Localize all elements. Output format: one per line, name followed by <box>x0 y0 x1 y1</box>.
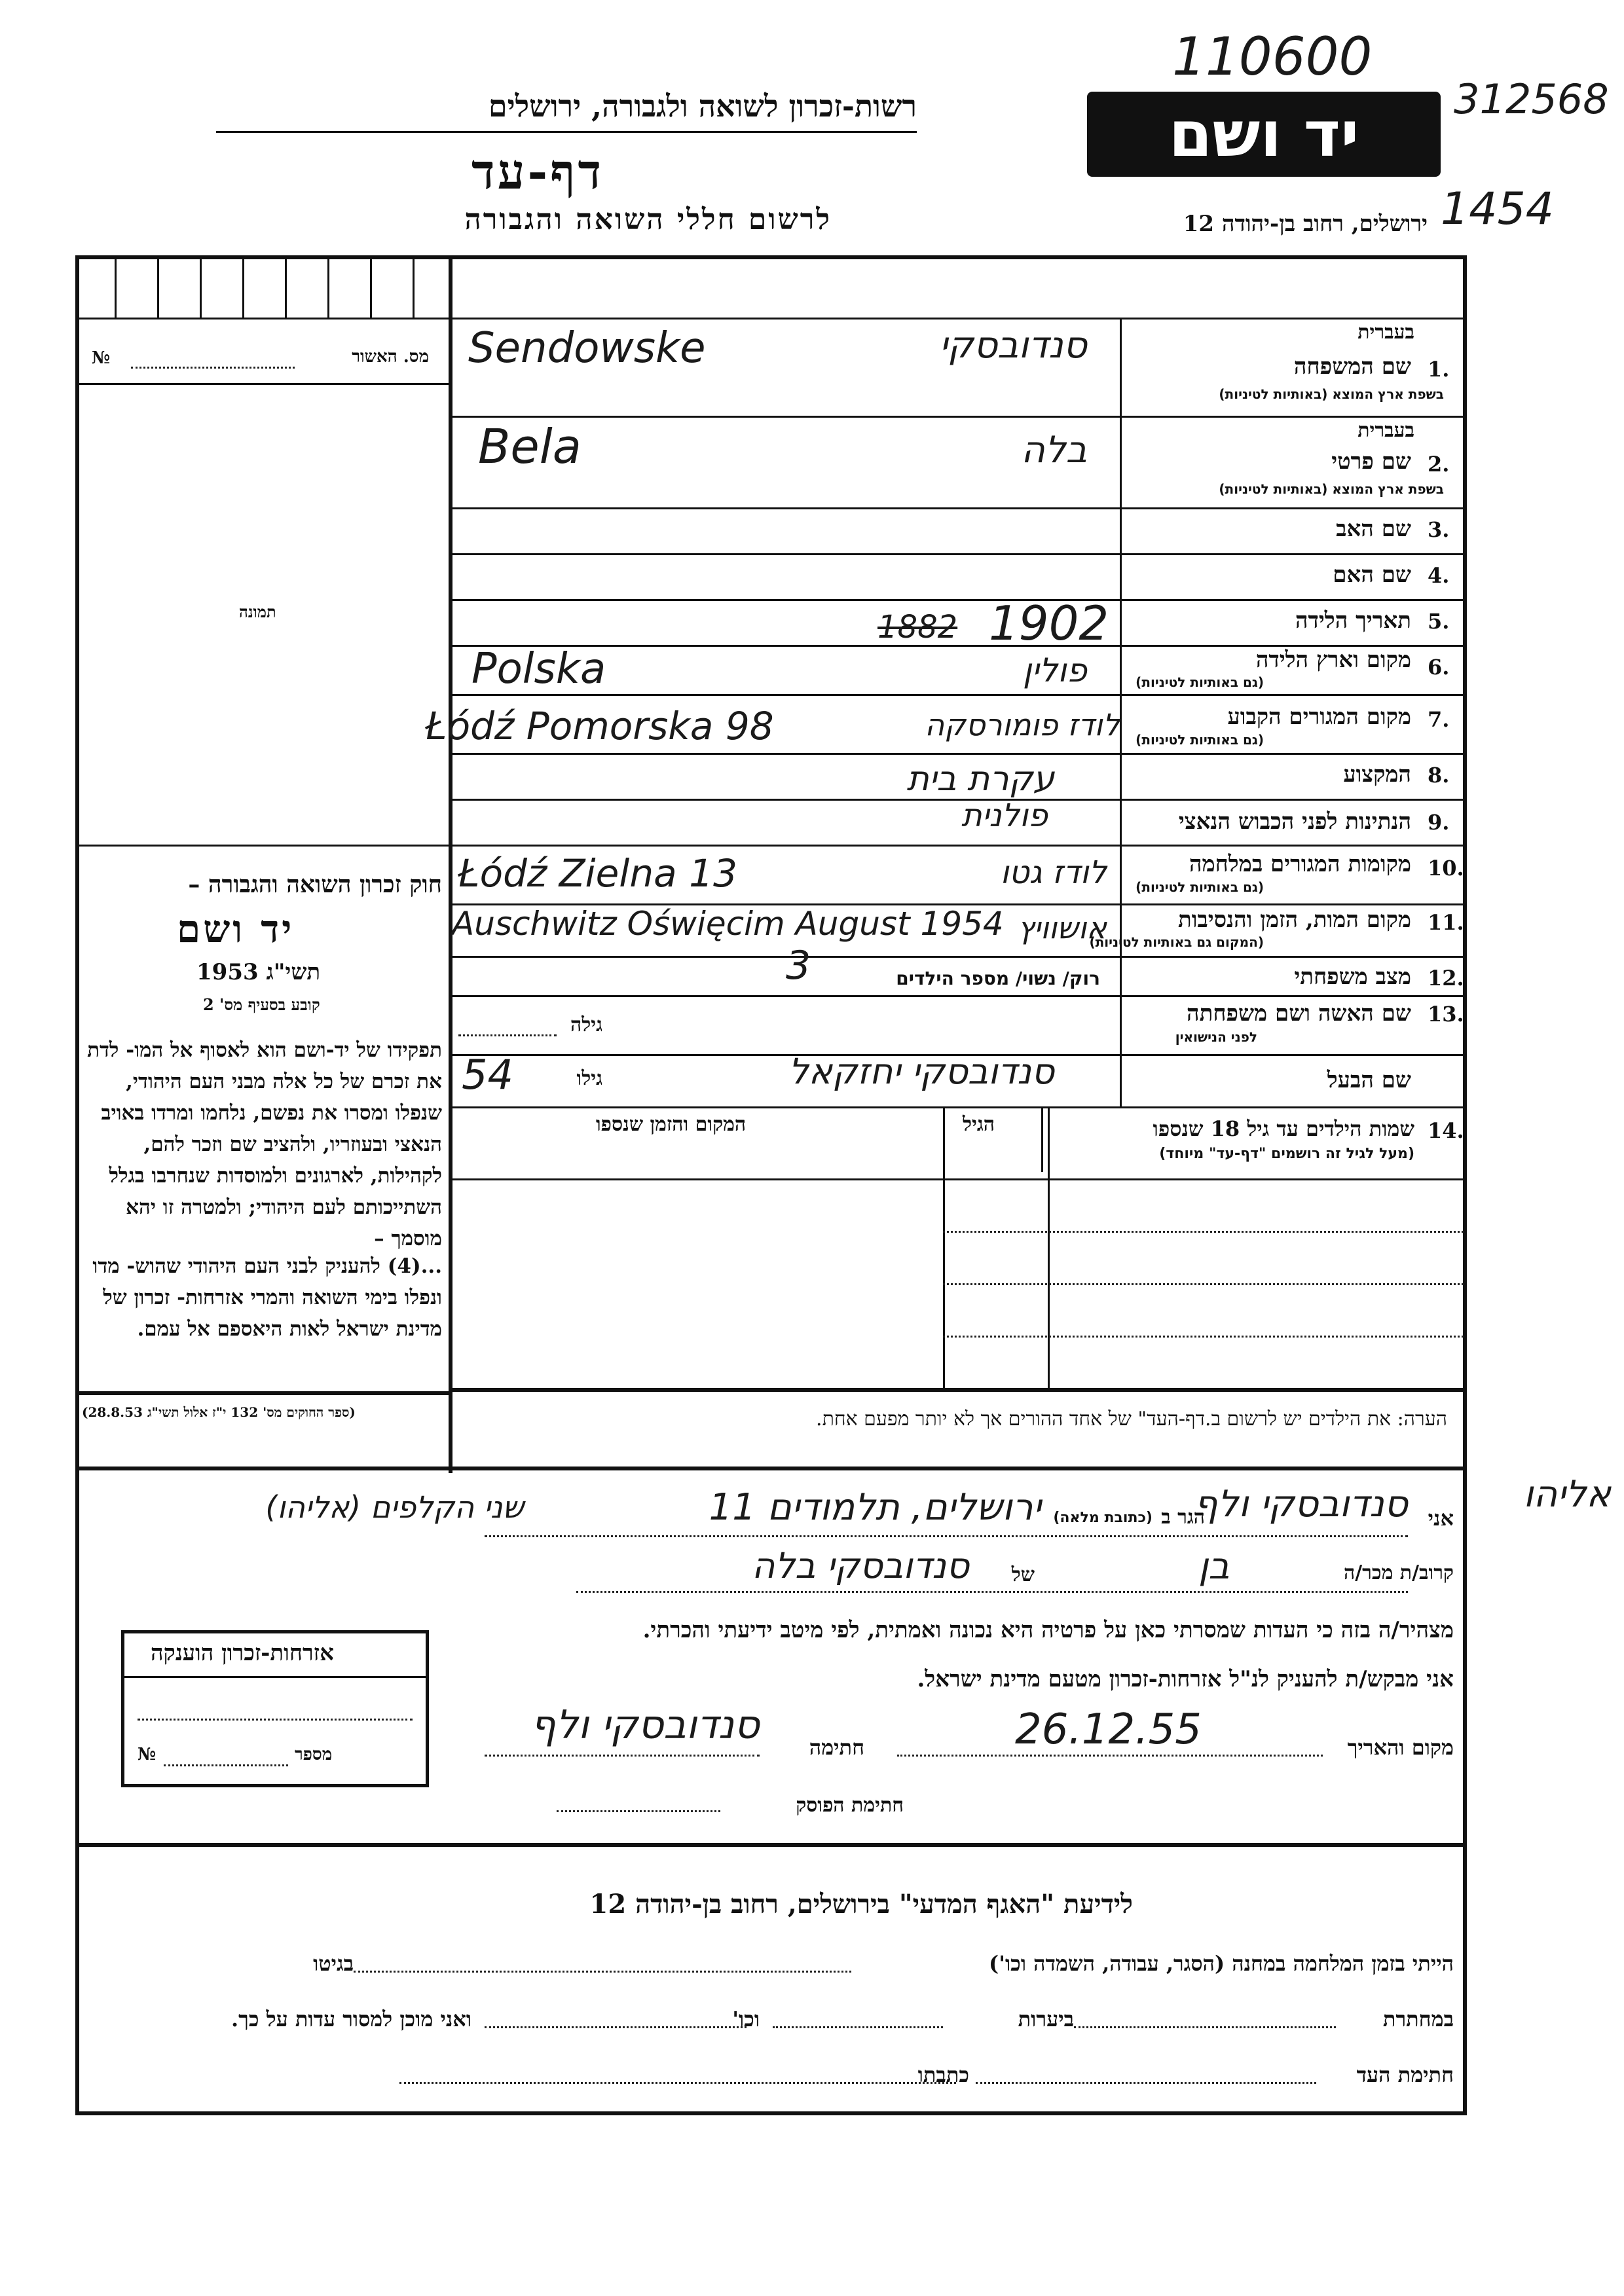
children-sublabel: (מעל לגיל זה רושמים "דף-עד" מיוחד) <box>1159 1146 1414 1162</box>
field-sublabel: (המקום גם באותיות לטיניות) <box>1089 934 1264 950</box>
law-clause: קובע בסעיף מס' 2 <box>203 995 320 1014</box>
field-number: 1. <box>1428 357 1450 382</box>
field-sublabel: בשפת ארץ המוצא (באותיות לטיניות) <box>1219 386 1444 402</box>
wartime-hebrew[interactable]: לודז גטו <box>1000 854 1107 891</box>
footer-line2-c: וכו' <box>732 2007 760 2032</box>
field-label: שם פרטי <box>1331 448 1411 475</box>
approval-mark: № <box>92 348 111 368</box>
wife-age-label: גילה <box>570 1013 602 1036</box>
citizenship-box-title: אזרחות-זכרון הוענקה <box>151 1640 334 1666</box>
field-mother-label: שם האם <box>1333 562 1411 588</box>
field-sublabel: (גם באותיות לטיניות) <box>1135 674 1264 690</box>
of-label: של <box>1011 1563 1035 1586</box>
residence-hebrew[interactable]: לודז פומורסקה <box>925 707 1120 742</box>
citizenship-number-mark: № <box>138 1745 157 1764</box>
field-death-label: מקום המות, הזמן והנסיבות <box>1177 907 1411 933</box>
children-count-value[interactable]: 3 <box>786 943 811 989</box>
family-name-latin[interactable]: Sendowske <box>468 324 706 373</box>
field-wartime-label: מקומות המגורים במלחמה <box>1189 851 1411 877</box>
field-birthplace-label: מקום וארץ הלידה <box>1255 647 1411 673</box>
hw-number-top: 110600 <box>1172 26 1373 87</box>
field-wife-label: שם האשה ושם משפחתה <box>1187 1000 1411 1027</box>
husband-age-value[interactable]: 54 <box>462 1051 513 1099</box>
field-father-label: שם האב <box>1336 516 1411 542</box>
declaration-text: מצהיר/ה בזה כי העדות שמסרתי כאן על פרטיה היא נכונה ואמתית, לפי מיטב ידיעתי והכרתי. <box>642 1617 1454 1643</box>
footer-line3-a: חתימת העד <box>1356 2062 1454 2087</box>
law-year: תשי"ג 1953 <box>196 959 321 985</box>
field-sublabel: (גם באותיות לטיניות) <box>1135 879 1264 895</box>
footer-line3-b: כתבתו <box>917 2062 969 2087</box>
first-name-latin[interactable]: Bela <box>478 419 581 474</box>
field-number: 6. <box>1428 655 1450 680</box>
declarant-living-label: הגר ב <box>1161 1506 1205 1529</box>
authority-title: רשות-זכרון לשואה ולגבורה, ירושלים <box>488 88 917 124</box>
field-husband-label: שם הבעל <box>1327 1067 1411 1093</box>
law-name: יד ושם <box>177 907 295 951</box>
request-text: אני מבקש/ת להעניק לנ"ל אזרחות-זכרון מטעם מדינת ישראל. <box>917 1666 1454 1692</box>
footer-line2-d: ואני מוכן למסור עדות על כך. <box>231 2007 471 2032</box>
death-hebrew[interactable]: אושוויץ <box>1017 910 1107 945</box>
page-subtitle: לרשום חללי השואה והגבורה <box>464 203 832 236</box>
wartime-latin[interactable]: Łódź Zielna 13 <box>458 851 737 896</box>
footer-line1-a: הייתי בזמן המלחמה במחנה (הסגר, עבודה, השמדה וכו') <box>989 1951 1454 1976</box>
address-header: ירושלים, רחוב בן-יהודה 12 <box>1183 211 1428 237</box>
husband-age-label: גילו <box>576 1067 602 1090</box>
occupation-value[interactable]: עקרת בית <box>906 759 1054 799</box>
field-occupation-label: המקצוע <box>1343 761 1411 788</box>
officer-signature-label: חתימת הפוסק <box>796 1794 904 1817</box>
field-marital-sub: רוק/ נשוי/ מספר הילדים <box>896 968 1100 989</box>
field-number: 7. <box>1428 707 1450 732</box>
header-underline <box>216 131 917 133</box>
footer-line1-b: בגיטו <box>313 1951 354 1976</box>
relation-value[interactable]: בן <box>1198 1545 1230 1588</box>
margin-note: אליהו <box>1523 1473 1611 1516</box>
of-value[interactable]: סנדובסקי בלה <box>752 1545 969 1586</box>
hw-number-small: 1454 <box>1441 183 1555 235</box>
law-text-2: ...(4) להעניק לבני העם היהודי שהוש- מדו ונפלו בימי השואה והמרי אזרחות- זכרון של מדינת ישראל לאות היאספם אל עמם. <box>92 1254 442 1341</box>
citizenship-number-label: מספר <box>295 1745 333 1764</box>
children-label: שמות הילדים עד גיל 18 שנספו <box>1153 1116 1414 1141</box>
page-title: דף-עד <box>471 144 604 200</box>
law-text: תפקידו של יד-ושם הוא לאסוף אל המו- לדת את זכרם של כל אלה מבני העם היהודי, שנפלו ומסרו את נפשם, נלחמו ומרדו באויב הנאצי ובעוזריו, ולהציב שם וזכר להם, לקהילות, לארגונים ולמוסדות שנחרבו בגלל השתייכותם לעם היהודי; ולמטרה זו יהא מוסמך – <box>87 1038 442 1250</box>
field-number: 13. <box>1428 1002 1464 1027</box>
field-sublabel: (גם באותיות לטיניות) <box>1135 732 1264 748</box>
field-nationality-label: הנתינות לפני הכבוש הנאצי <box>1178 809 1411 835</box>
yad-vashem-logo <box>1087 92 1441 177</box>
field-hebrew-hint: בעברית <box>1357 419 1414 442</box>
footer-title: לידיעת "האגף המדעי" בירושלים, רחוב בן-יהודה 12 <box>589 1889 1133 1920</box>
birthdate-value[interactable]: 1902 <box>989 596 1109 651</box>
residence-latin[interactable]: Łódź Pomorska 98 <box>426 704 774 748</box>
first-name-hebrew[interactable]: בלה <box>1021 429 1087 471</box>
nationality-value[interactable]: פולנית <box>961 797 1048 834</box>
logo-text: יד ושם <box>1168 98 1359 171</box>
field-number: 11. <box>1428 910 1464 935</box>
field-marital-label: מצב משפחתי <box>1294 964 1411 990</box>
declarant-i-label: אני <box>1428 1506 1454 1531</box>
field-hebrew-hint: בעברית <box>1357 321 1414 344</box>
birthplace-latin[interactable]: Polska <box>471 645 606 693</box>
field-number: 12. <box>1428 966 1464 991</box>
footer-line2-a: במחתרת <box>1382 2007 1454 2032</box>
field-residence-label: מקום המגורים הקבוע <box>1227 704 1411 730</box>
field-birthdate-label: תאריך הלידה <box>1295 608 1411 634</box>
signature-label: חתימה <box>809 1735 864 1760</box>
hw-number-right: 312568 <box>1454 75 1609 123</box>
field-sublabel: בשפת ארץ המוצא (באותיות לטיניות) <box>1219 481 1444 497</box>
law-reference: (ספר החוקים מס' 132 י"ז אלול תשי"ג 28.8.53) <box>82 1404 356 1420</box>
death-latin[interactable]: Auschwitz Oświęcim August 1954 <box>452 905 1004 943</box>
declarant-address-label: (כתובת מלאה) <box>1053 1510 1153 1526</box>
declarant-name[interactable]: סנדובסקי ולף <box>1194 1483 1408 1525</box>
husband-name-value[interactable]: סנדובסקי יחזקאל <box>788 1051 1054 1092</box>
photo-label: תמונה <box>239 602 276 621</box>
signature-value[interactable]: סנדובסקי ולף <box>530 1702 760 1748</box>
field-number: 4. <box>1428 563 1450 588</box>
field-label: שם המשפחה <box>1293 354 1411 380</box>
citizenship-box <box>121 1630 429 1787</box>
field-sublabel: לפני הנישואין <box>1175 1029 1257 1045</box>
relation-label: קרוב/ת מכר/ה <box>1343 1561 1454 1584</box>
field-number: 2. <box>1428 452 1450 477</box>
date-value[interactable]: 26.12.55 <box>1015 1705 1202 1754</box>
family-name-hebrew[interactable]: סנדובסקי <box>939 324 1087 367</box>
margin-note-left: שני הקלפים (אליהו) <box>265 1489 524 1525</box>
field-number: 10. <box>1428 856 1464 881</box>
children-age-header: הגיל <box>963 1113 995 1136</box>
birthplace-hebrew[interactable]: פולין <box>1022 651 1087 689</box>
field-number: 14. <box>1428 1118 1464 1143</box>
field-number: 3. <box>1428 517 1450 542</box>
field-number: 8. <box>1428 763 1450 788</box>
approval-label <box>352 347 429 367</box>
field-number: 9. <box>1428 810 1450 835</box>
birthdate-struck: 1882 <box>877 609 958 646</box>
note-text: הערה: את הילדים יש לרשום ב.דף-העד" של אחד ההורים אך לא יותר מפעם אחת. <box>816 1408 1447 1430</box>
place-date-label: מקום והאריך <box>1347 1735 1454 1760</box>
declarant-address[interactable]: ירושלים, תלמודים 11 <box>709 1486 1041 1529</box>
approval-label-text: מס. האשור <box>352 347 429 367</box>
children-place-header: המקום והזמן שנספו <box>596 1113 747 1136</box>
field-number: 5. <box>1428 609 1450 634</box>
law-title: חוק זכרון השואה והגבורה – <box>188 871 442 898</box>
footer-line2-b: ביערות <box>1018 2007 1074 2032</box>
